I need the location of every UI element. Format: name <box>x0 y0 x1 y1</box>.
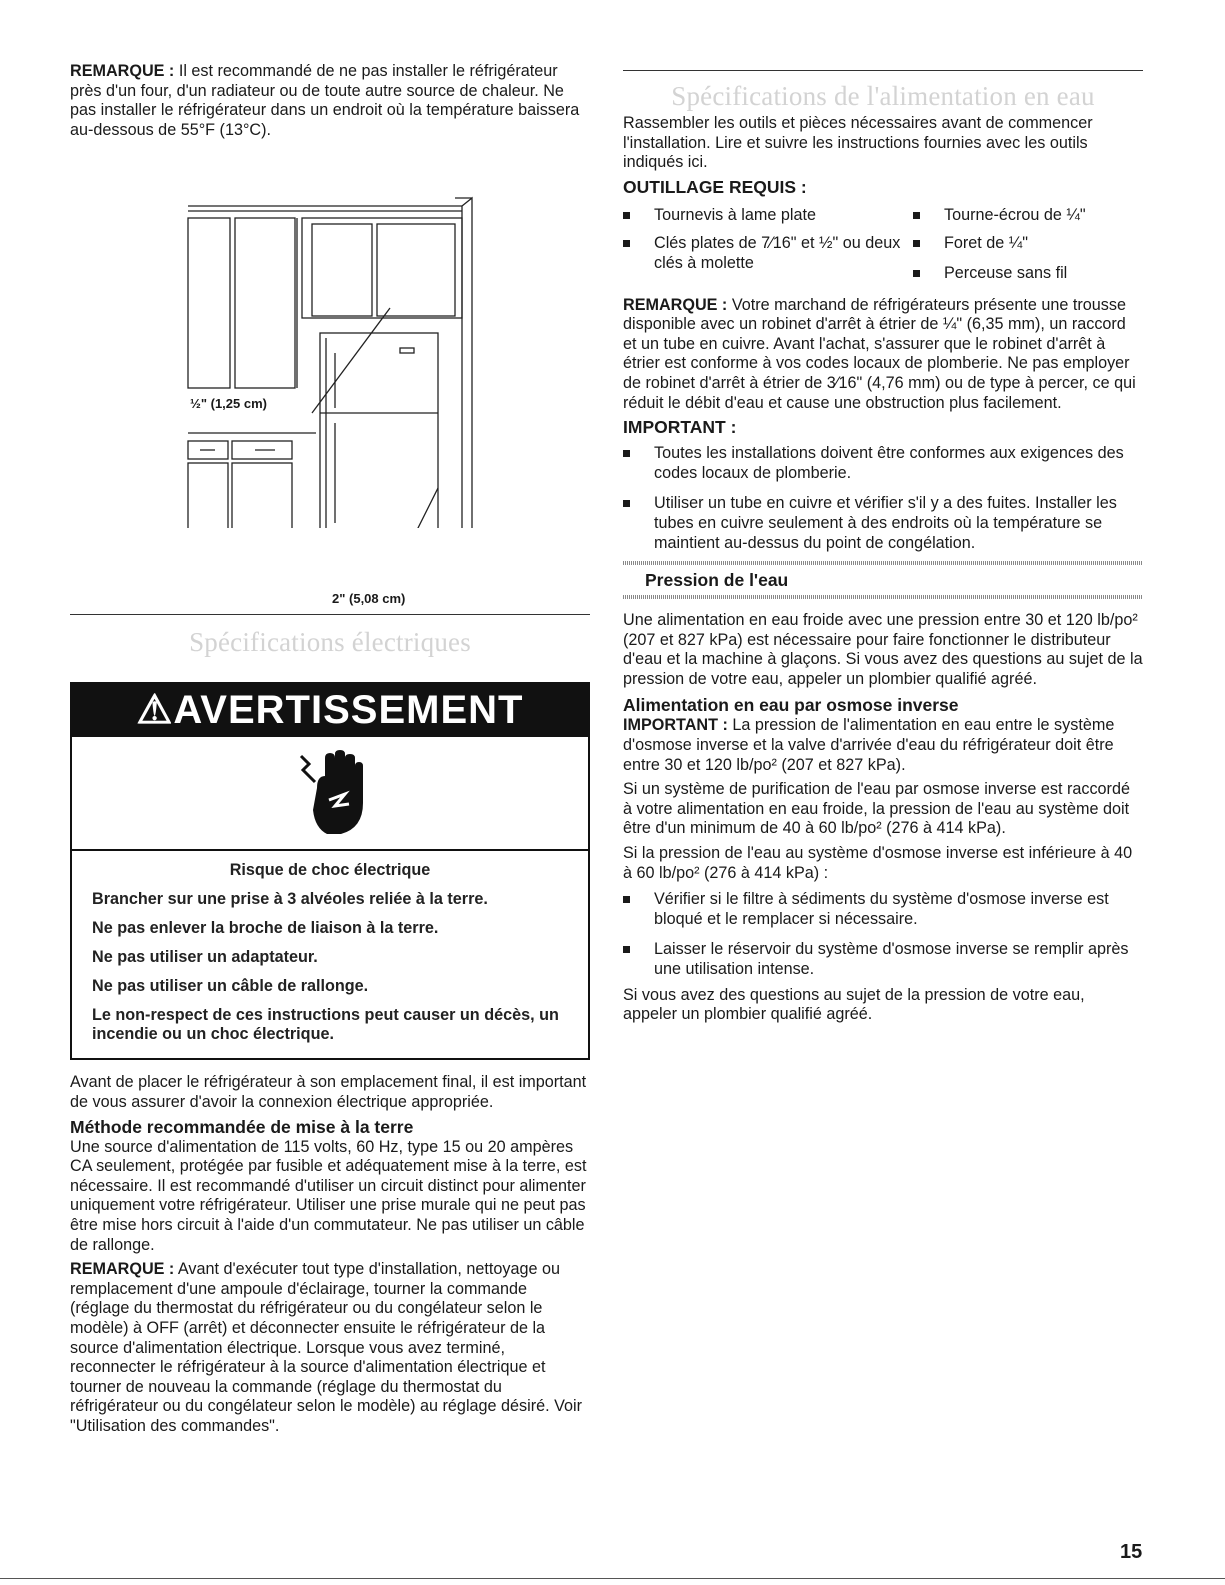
electrical-intro: Avant de placer le réfrigérateur à son emplacement final, il est important de vous assurer d'avoir la connexion électrique appropriée. <box>70 1073 587 1111</box>
list-item: Vérifier si le filtre à sédiments du système d'osmose inverse est bloqué et le remplacer si nécessaire. <box>623 890 1143 929</box>
ro-list <box>623 890 1143 979</box>
gap-label-top: ½" (1,25 cm) <box>190 396 267 412</box>
warning-header <box>72 684 588 737</box>
list-item: Tournevis à lame plate <box>623 206 913 226</box>
important-title: IMPORTANT : <box>623 417 737 438</box>
note-label: REMARQUE : <box>623 295 728 314</box>
warning-body <box>72 851 588 1058</box>
subsection-rule <box>623 561 1143 565</box>
page-bottom-rule <box>0 1578 1225 1579</box>
important-list <box>623 444 1143 553</box>
warning-header-text: AVERTISSEMENT <box>173 688 524 733</box>
water-intro: Rassembler les outils et pièces nécessaires avant de commencer l'installation. Lire et suivre les instructions fournies avec les outils indiqués ici. <box>623 114 1093 172</box>
warning-line: Ne pas enlever la broche de liaison à la terre. <box>92 919 439 938</box>
list-item: Tourne-écrou de ¼" <box>913 206 1143 226</box>
note-valve-kit <box>623 296 1143 414</box>
important-label: IMPORTANT : <box>623 716 728 735</box>
note-clearance <box>70 62 590 140</box>
gap-label-bottom: 2" (5,08 cm) <box>332 591 406 607</box>
warning-line: Brancher sur une prise à 3 alvéoles reliée à la terre. <box>92 890 488 909</box>
grounding-method-text: Une source d'alimentation de 115 volts, 60 Hz, type 15 ou 20 ampères CA seulement, protégée par fusible et adéquatement mise à la terre, est nécessaire. Il est recommandé d'utiliser un circuit distinct pour alimenter uniquement votre réfrigérateur. Utiliser une prise murale qui ne peut pas être mise hors circuit à l'aide d'un commutateur. Ne pas utiliser un câble de rallonge. <box>70 1137 587 1254</box>
section-divider <box>623 70 1143 71</box>
note-label: REMARQUE : <box>70 62 175 80</box>
right-column <box>623 70 1143 1025</box>
warning-box <box>70 682 590 1060</box>
note-text: Il est recommandé de ne pas installer le réfrigérateur près d'un four, d'un radiateur ou de toute autre source de chaleur. Ne pas installer le réfrigérateur dans un endroit où la température baissera au-dessous de 55°F (13°C). <box>70 62 580 139</box>
water-pressure-text: Une alimentation en eau froide avec une pression entre 30 et 120 lb/po² (207 et 827 kPa) est nécessaire pour faire fonctionner le distributeur d'eau et la machine à glaçons. Si vous avez des questions au sujet de la pression de votre eau, appeler un plombier qualifié agréé. <box>623 611 1143 688</box>
ro-paragraph: Si vous avez des questions au sujet de la pression de votre eau, appeler un plombier qualifié agréé. <box>623 985 1085 1024</box>
ro-paragraph: Si un système de purification de l'eau par osmose inverse est raccordé à votre alimentation en eau froide, la pression de l'eau au système doit être d'un minimum de 40 à 60 lb/po² (276 à 414 kPa). <box>623 780 1130 838</box>
list-item: Clés plates de 7⁄16" et ½" ou deux clés à molette <box>623 234 913 273</box>
warning-subtitle: Risque de choc électrique <box>229 861 431 880</box>
note-label: REMARQUE : <box>70 1260 175 1279</box>
tools-list <box>623 206 1143 290</box>
note-disconnect <box>70 1260 590 1436</box>
warning-consequence: Le non-respect de ces instructions peut causer un décès, un incendie ou un choc électrique. <box>92 1006 559 1044</box>
reverse-osmosis-title: Alimentation en eau par osmose inverse <box>623 695 959 716</box>
warning-line: Ne pas utiliser un câble de rallonge. <box>92 977 369 996</box>
warning-triangle-icon: ⚠ <box>136 688 174 733</box>
important-text: La pression de l'alimentation en eau entre le système d'osmose inverse et la valve d'arrivée d'eau du réfrigérateur doit être entre 30 et 120 lb/po² (207 et 827 kPa). <box>623 716 1115 774</box>
list-item: Laisser le réservoir du système d'osmose inverse se remplir après une utilisation intense. <box>623 940 1143 979</box>
tools-list-left <box>623 206 913 290</box>
tools-list-right <box>913 206 1143 290</box>
list-item: Utiliser un tube en cuivre et vérifier s'il y a des fuites. Installer les tubes en cuivre seulement à des endroits où la température se maintient au-dessus du point de congélation. <box>623 494 1143 553</box>
page-number: 15 <box>1120 1541 1143 1563</box>
list-item: Toutes les installations doivent être conformes aux exigences des codes locaux de plomberie. <box>623 444 1143 483</box>
tools-title: OUTILLAGE REQUIS : <box>623 176 807 197</box>
list-item: Perceuse sans fil <box>913 264 1143 284</box>
warning-line: Ne pas utiliser un adaptateur. <box>92 948 318 967</box>
section-divider <box>70 614 590 615</box>
cabinet-diagram-graphic <box>70 158 590 528</box>
refrigerator-clearance-diagram <box>70 158 590 607</box>
note-text: Votre marchand de réfrigérateurs présente une trousse disponible avec un robinet d'arrêt à étrier de ¼" (6,35 mm), un raccord et un tube en cuivre. Avant l'achat, s'assurer que le robinet d'arrêt à étrier est conforme à vos codes locaux de plomberie. Ne pas employer de robinet d'arrêt à étrier de 3⁄16" (4,76 mm) ou de type à percer, ce qui réduit le débit d'eau et cause une obstruction plus facilement. <box>623 295 1136 412</box>
section-title-water: Spécifications de l'alimentation en eau <box>671 81 1095 111</box>
electric-shock-hand-icon <box>72 737 588 851</box>
section-title-electrical: Spécifications électriques <box>189 627 471 658</box>
list-item: Foret de ¼" <box>913 234 1143 254</box>
left-column <box>70 62 590 1436</box>
grounding-method-title: Méthode recommandée de mise à la terre <box>70 1116 414 1137</box>
water-pressure-title: Pression de l'eau <box>645 570 789 591</box>
note-text: Avant d'exécuter tout type d'installation, nettoyage ou remplacement d'une ampoule d'éclairage, tourner la commande (réglage du thermostat du réfrigérateur ou du congélateur selon le modèle) à OFF (arrêt) et déconnecter ensuite le réfrigérateur de la source d'alimentation électrique. Lorsque vous avez terminé, reconnecter le réfrigérateur à la source d'alimentation électrique et tourner de nouveau la commande (réglage du thermostat du réfrigérateur ou du congélateur selon le modèle) au réglage désiré. Voir "Utilisation des commandes". <box>70 1260 583 1435</box>
ro-important <box>623 716 1143 775</box>
ro-paragraph: Si la pression de l'eau au système d'osmose inverse est inférieure à 40 à 60 lb/po² (276 à 414 kPa) : <box>623 844 1133 882</box>
subsection-rule <box>623 595 1143 599</box>
